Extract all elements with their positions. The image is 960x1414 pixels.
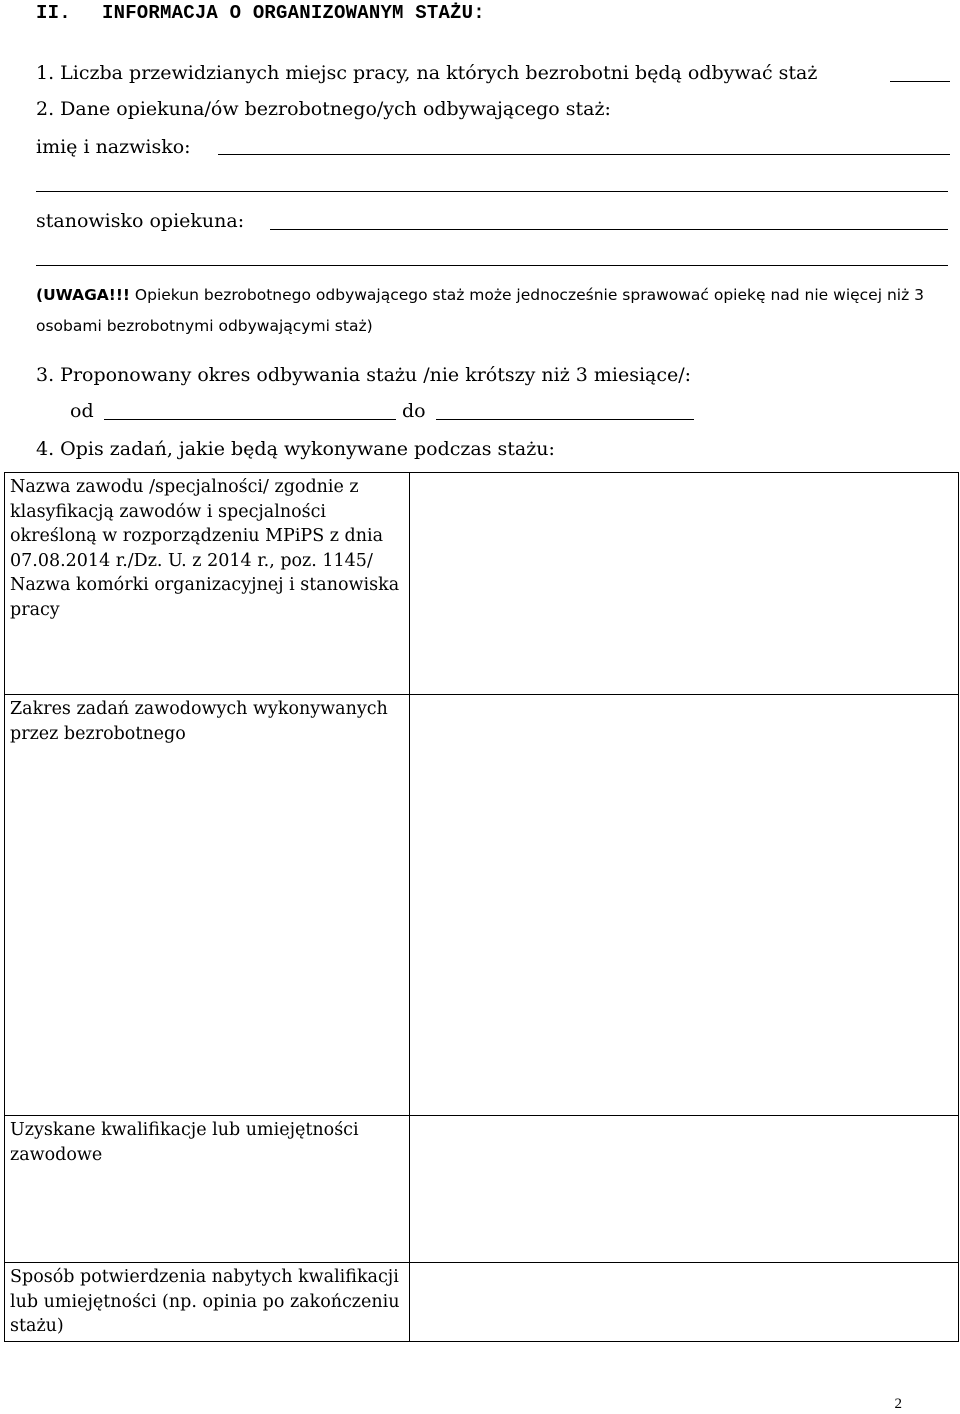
period-to-label: do	[402, 400, 426, 422]
confirmation-value-cell[interactable]	[410, 1263, 959, 1342]
occupation-label-cell	[5, 473, 410, 695]
table-row	[5, 695, 959, 1116]
qualifications-label-cell	[5, 1116, 410, 1263]
guardian-position-label: stanowisko opiekuna:	[36, 210, 245, 232]
tasks-heading: 4. Opis zadań, jakie będą wykonywane podczas stażu:	[36, 438, 555, 460]
tasks-table	[4, 472, 959, 1342]
department-label: Nazwa komórki organizacyjnej i stanowiska pracy	[10, 575, 400, 620]
warning-text: Opiekun bezrobotnego odbywającego staż może jednocześnie sprawować opiekę nad nie więcej niż 3 osobami bezrobotnymi odbywającymi staż)	[36, 286, 925, 335]
seats-count-field[interactable]	[890, 81, 950, 82]
item-2-text: 2. Dane opiekuna/ów bezrobotnego/ych odbywającego staż:	[36, 98, 611, 120]
duties-value-cell[interactable]	[410, 695, 959, 1116]
duties-label-cell	[5, 695, 410, 1116]
table-row	[5, 1116, 959, 1263]
period-from-label: od	[70, 400, 94, 422]
confirmation-label: Sposób potwierdzenia nabytych kwalifikacji lub umiejętności (np. opinia po zakończeniu stażu)	[10, 1267, 400, 1336]
section-title-text: INFORMACJA O ORGANIZOWANYM STAŻU:	[102, 2, 485, 24]
section-title	[36, 2, 485, 24]
guardian-name-field[interactable]	[218, 154, 950, 155]
occupation-value-cell[interactable]	[410, 473, 959, 695]
table-row	[5, 473, 959, 695]
guardian-name-label: imię i nazwisko:	[36, 136, 191, 158]
occupation-name-label: Nazwa zawodu /specjalności/ zgodnie z klasyfikacją zawodów i specjalności określoną w rozporządzeniu MPiPS z dnia 07.08.2014 r./Dz. U. z 2014 r., poz. 1145/	[10, 477, 384, 571]
warning-label: (UWAGA!!!	[36, 286, 130, 304]
guardian-name-field-line-2[interactable]	[36, 191, 948, 192]
page-number: 2	[894, 1396, 902, 1412]
item-1-text: 1. Liczba przewidzianych miejsc pracy, na których bezrobotni będą odbywać staż	[36, 62, 818, 84]
guardian-position-field[interactable]	[270, 229, 948, 230]
period-to-field[interactable]	[436, 419, 694, 420]
qualifications-label: Uzyskane kwalifikacje lub umiejętności zawodowe	[10, 1120, 359, 1165]
period-heading: 3. Proponowany okres odbywania stażu /nie krótszy niż 3 miesiące/:	[36, 364, 692, 386]
section-number: II.	[36, 2, 71, 24]
period-from-field[interactable]	[104, 419, 396, 420]
qualifications-value-cell[interactable]	[410, 1116, 959, 1263]
warning-note	[36, 280, 958, 342]
confirmation-label-cell	[5, 1263, 410, 1342]
duties-label: Zakres zadań zawodowych wykonywanych przez bezrobotnego	[10, 699, 388, 744]
table-row	[5, 1263, 959, 1342]
guardian-position-field-line-2[interactable]	[36, 265, 948, 266]
